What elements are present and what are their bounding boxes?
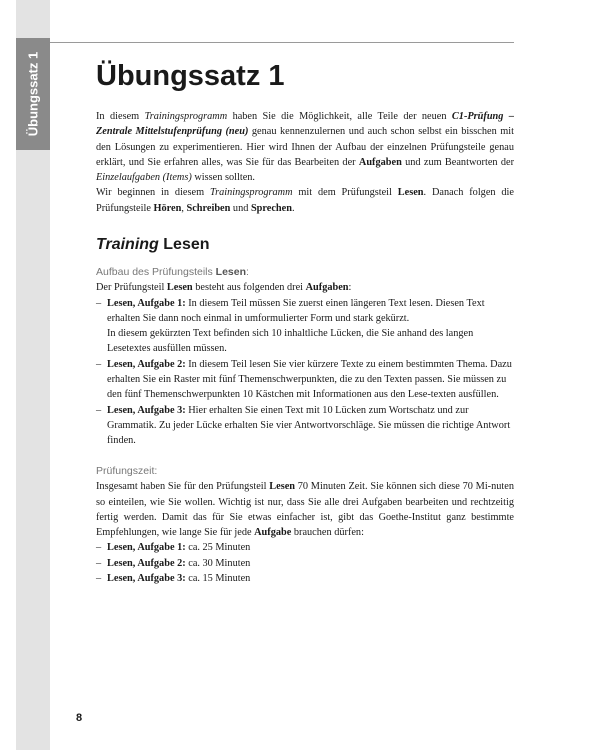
list-item: – Lesen, Aufgabe 1: ca. 25 Minuten [96,542,251,554]
list-item: – Lesen, Aufgabe 1: In diesem Teil müssen Sie zuerst einen längeren Text lesen. Diesen Text erhalten Sie dann noch einmal in umformulierter Form und stark gekürzt. In diesem gekürzten Text befinden sich 10 inhaltliche Lücken, die Sie anhand des langen Lesetextes ausfüllen müssen. [96,297,485,355]
list-item: – Lesen, Aufgabe 3: Hier erhalten Sie einen Text mit 10 Lücken zum Wortschatz und zur Grammatik. Zu jeder Lücke erhalten Sie vier Antwortvorschläge. Sie müssen die richtige Antwort finden. [96,404,511,447]
aufbau-section [96,265,514,449]
page-title: Übungssatz 1 [96,60,285,92]
aufbau-subheading: Aufbau des Prüfungsteils Lesen: [96,266,249,278]
intro-paragraph-1: In diesem Trainingsprogramm haben Sie die Möglichkeit, alle Teile der neuen C1-Prüfung – Zentrale Mittelstufenprüfung (neu) genau kennenzulernen und auch schon selbst ein bisschen mit den Lösungen zu experimentieren. Hier wird Ihnen der Aufbau der einzelnen Prüfungsteile genau erklärt, und Sie erfahren alles, was Sie für das Bearbeiten der Aufgaben und zum Beantworten der Einzelaufgaben (Items) wissen sollten. [96,111,514,184]
top-rule [50,42,514,43]
list-item: – Lesen, Aufgabe 2: In diesem Teil lesen Sie vier kürzere Texte zu einem bestimmten Thema. Dazu erhalten Sie ein Raster mit fünf Themenschwerpunkten, die zu den Texten passen. Sie müssen zu den fünf Themenschwerpunkten 10 Kästchen mit Informationen aus den Lese-texten ausfüllen. [96,358,512,401]
time-list [96,540,514,586]
pruefungszeit-paragraph: Insgesamt haben Sie für den Prüfungsteil Lesen 70 Minuten Zeit. Sie können sich diese 70 Mi-nuten so einteilen, wie Sie wollen. Wichtig ist nur, dass Sie alle drei Aufgaben bearbeiten und rechtzeitig fertig werden. Damit das für Sie etwas einfacher ist, gibt das Goethe-Institut ganz bestimmte Empfehlungen, wie lange Sie für jede Aufgabe brauchen dürfen: [96,481,514,539]
list-item: – Lesen, Aufgabe 2: ca. 30 Minuten [96,557,251,569]
task-list [96,296,514,449]
intro-paragraph-2: Wir beginnen in diesem Trainingsprogramm mit dem Prüfungsteil Lesen. Danach folgen die Prüfungsteile Hören, Schreiben und Sprechen. [96,187,514,214]
pruefungszeit-section [96,464,514,586]
training-heading: Training Lesen [96,236,210,253]
chapter-tab-label: Übungssatz 1 [25,51,41,137]
aufbau-lead: Der Prüfungsteil Lesen besteht aus folgenden drei Aufgaben: [96,282,352,294]
list-item: – Lesen, Aufgabe 3: ca. 15 Minuten [96,573,251,585]
page-number: 8 [76,712,83,724]
intro-section [96,109,514,216]
pruefungszeit-subheading: Prüfungszeit: [96,465,158,477]
